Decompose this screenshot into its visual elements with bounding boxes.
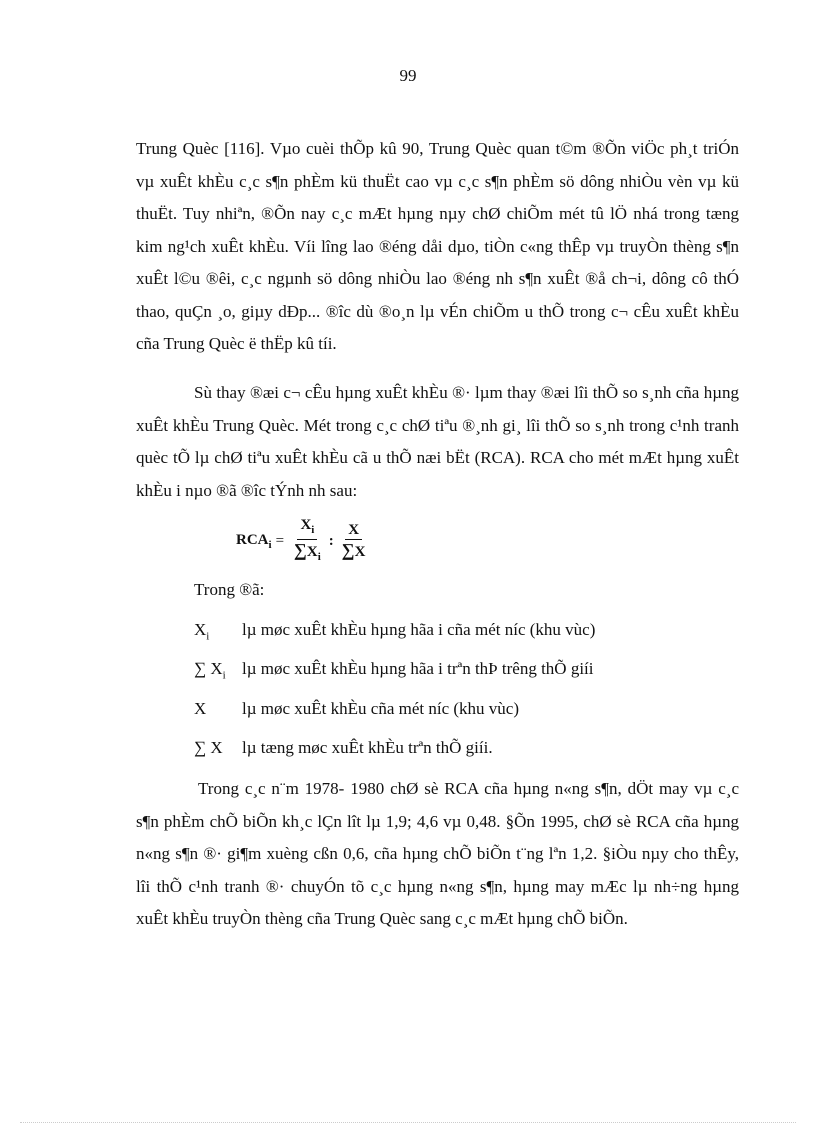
paragraph-2: Sù thay ®æi c¬ cÊu hµng xuÊt khÈu ®· lµm thay ®æi lîi thÕ so s¸nh cña hµng xuÊt khÈu Trung Quèc. Mét trong c¸c chØ tiªu ®¸nh gi¸ lîi thÕ so s¸nh trong c¹nh tranh quèc tÕ lµ chØ tiªu xuÊt khÈu cã u thÕ næi bËt (RCA). RCA cho mét mÆt hµng xuÊt khÈu i nµo ®ã ®îc tÝnh nh sau: [136, 383, 739, 500]
definition-row [194, 620, 595, 642]
definition-row [194, 738, 493, 760]
definition-text: lµ møc xuÊt khÈu cña mét níc (khu vùc) [242, 699, 519, 718]
formula-lhs: $RCA_i$ [236, 532, 272, 551]
definition-text: lµ tæng møc xuÊt khÈu trªn thÕ giíi. [242, 738, 493, 757]
definition-symbol: X [194, 699, 207, 718]
paragraph-1: Trung Quèc [116]. Vµo cuèi thÕp kû 90, Trung Quèc quan t©m ®Õn viÖc ph¸t triÓn vµ xuÊt khÈu c¸c s¶n phÈm kü thuËt cao vµ c¸c s¶n phÈm sö dông nhiÒu vèn vµ kü thuËt. Tuy nhiªn, ®Õn nay c¸c mÆt hµng nµy chØ chiÕm mét tû lÖ nhá trong tæng kim ng¹ch xuÊt khÈu. Víi lîng lao ®éng dåi dµo, tiÒn c«ng thÊp vµ truyÒn thèng s¶n xuÊt l©u ®êi, c¸c ngµnh sö dông nhiÒu lao ®éng nh s¶n xuÊt ®å ch¬i, dông cô thÓ thao, quÇn ¸o, giµy dÐp... ®îc dù ®o¸n lµ vÉn chiÕm u thÕ trong c¬ cÊu xuÊt khÈu cña Trung Quèc ë thËp kû tíi. [136, 139, 739, 353]
definition-symbol: $X_i$ [194, 620, 210, 643]
paragraph-3: Trong c¸c n¨m 1978- 1980 chØ sè RCA cña hµng n«ng s¶n, dÖt may vµ c¸c s¶n phÈm chÕ biÕn kh¸c lÇn lît lµ 1,9; 4,6 vµ 0,48. §Õn 1995, chØ sè RCA cña hµng n«ng s¶n ®· gi¶m xuèng cßn 0,6, cña hµng chÕ biÕn t¨ng lªn 1,2. §iÒu nµy cho thÊy, lîi thÕ c¹nh tranh ®· chuyÓn tõ c¸c hµng n«ng s¶n, hµng may mÆc lµ nh÷ng hµng xuÊt khÈu truyÒn thèng cña Trung Quèc sang c¸c mÆt hµng chÕ biÕn. [136, 779, 739, 928]
formula-fraction-1: $\frac{X_i}{\sum X_i}$ [294, 517, 321, 563]
rca-formula [236, 516, 371, 567]
where-label: Trong ®ã: [194, 580, 265, 599]
definition-row [194, 699, 519, 721]
formula-fraction-2: $\frac{X}{\sum X}$ [341, 522, 366, 560]
definition-symbol: ∑ X [194, 738, 223, 757]
definition-row [194, 659, 594, 681]
formula-colon: : [328, 533, 334, 549]
definition-text: lµ møc xuÊt khÈu hµng hãa i trªn thÞ trêng thÕ giíi [242, 659, 594, 678]
definition-text: lµ møc xuÊt khÈu hµng hãa i cña mét níc (khu vùc) [242, 620, 596, 639]
definition-symbol: ∑ $X_i$ [194, 659, 226, 682]
page-number: 99 [399, 66, 417, 85]
formula-equals: = [275, 533, 285, 549]
